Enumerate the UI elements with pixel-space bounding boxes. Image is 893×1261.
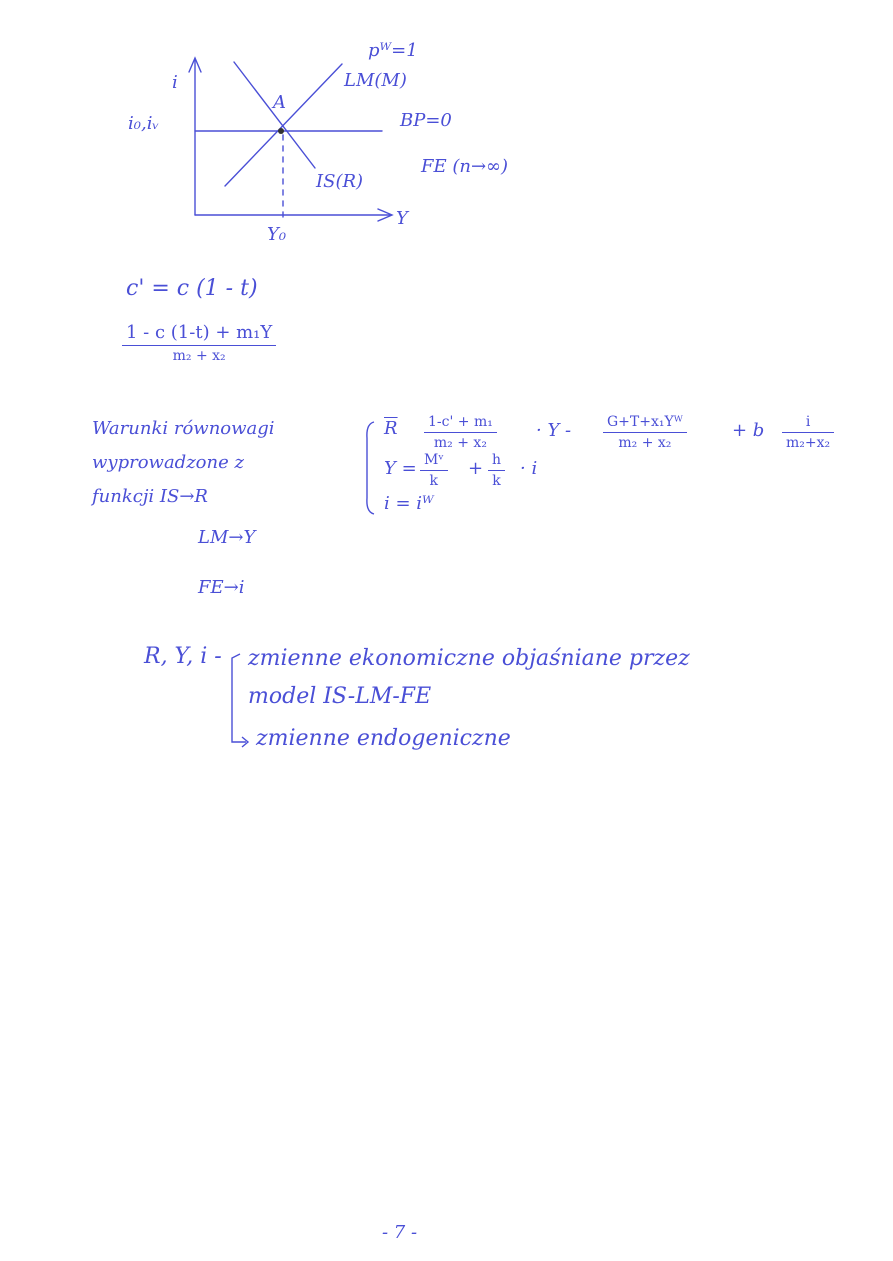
multiplier-numerator: 1 - c (1-t) + m₁Y [126,322,273,343]
eq2-fraction-1-numerator: Mᵛ [424,452,444,468]
conditions-intro-line-1: Warunki równowagi [92,418,275,439]
eq2-plus: + [468,458,484,479]
eq1-plus-b: + b [732,420,765,441]
eq2-fraction-2-denominator: k [488,470,505,489]
graph-fe-label: FE (n→∞) [421,156,509,177]
page-number: - 7 - [382,1222,418,1243]
eq2-fraction-2-numerator: h [492,452,502,468]
graph-point-a-label: A [273,92,286,113]
conditions-intro-line-2: wyprowadzone z [92,452,244,473]
eq2-fraction-1 [420,452,448,489]
graph-lm-label: LM(M) [344,70,407,91]
equilibrium-point [278,128,284,134]
eq3: i = iᵂ [384,493,434,514]
lm-mapping: LM→Y [198,527,256,548]
graph-i0-label: i₀,iᵥ [128,113,160,134]
eq1-fraction-3-denominator: m₂+x₂ [782,432,834,451]
graph-is-label: IS(R) [316,171,364,192]
fe-mapping: FE→i [198,577,245,598]
variables-lead: R, Y, i - [144,644,222,669]
c-prime-formula: c' = c (1 - t) [126,276,258,301]
eq1-fraction-2-denominator: m₂ + x₂ [603,432,687,451]
eq1-fraction-1-numerator: 1-c' + m₁ [428,414,493,430]
eq1-fraction-3 [782,414,834,451]
graph-bp-label: BP=0 [400,110,452,131]
eq1-middle-term: · Y - [536,420,572,441]
eq1-lhs: $\overline{R}$ [384,418,398,439]
eq2-fraction-2 [488,452,505,489]
graph-pw-label: pᵂ=1 [368,40,418,61]
eq2-tail: · i [520,458,538,479]
eq1-fraction-1 [424,414,497,451]
graph-y0-label: Y₀ [267,224,287,245]
multiplier-fraction [122,322,276,364]
eq2-lhs: Y = [384,458,417,479]
graph-y-axis-label: i [172,72,178,93]
is-curve [234,62,315,168]
eq1-fraction-1-denominator: m₂ + x₂ [424,432,497,451]
system-brace [360,418,380,518]
eq2-fraction-1-denominator: k [420,470,448,489]
multiplier-denominator: m₂ + x₂ [122,345,276,364]
eq1-fraction-3-numerator: i [805,414,811,430]
variables-line-2: model IS-LM-FE [248,684,432,709]
variables-line-1: zmienne ekonomiczne objaśniane przez [248,646,690,671]
eq1-fraction-2-numerator: G+T+x₁Yᵂ [607,414,683,430]
eq1-fraction-2 [603,414,687,451]
conditions-intro-line-3: funkcji IS→R [92,486,208,507]
graph-x-axis-label: Y [396,208,408,229]
variables-line-3: zmienne endogeniczne [256,726,511,751]
